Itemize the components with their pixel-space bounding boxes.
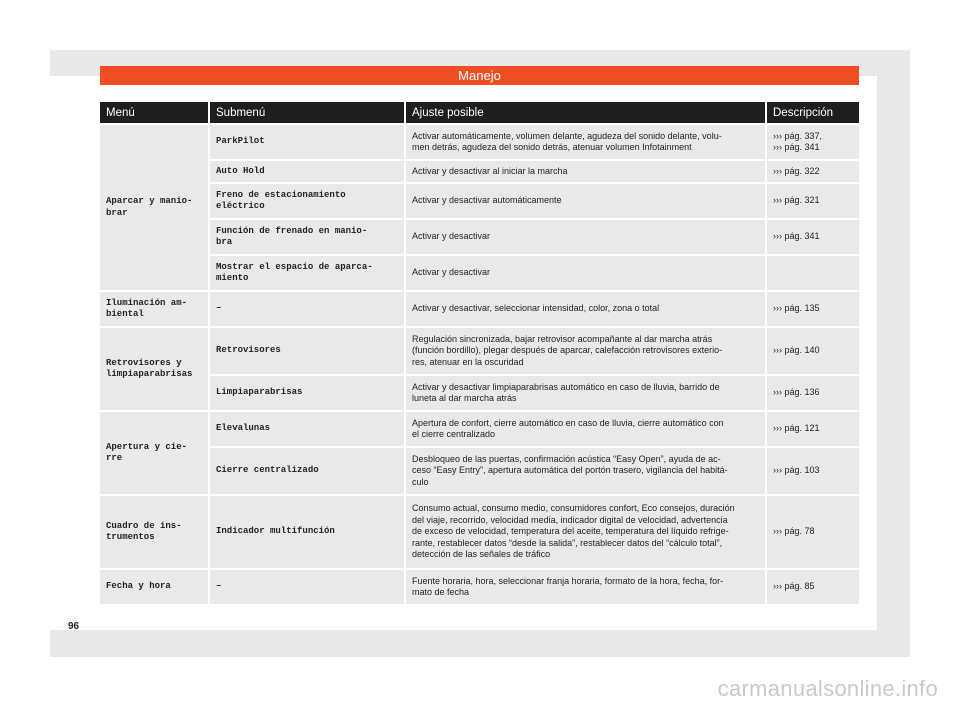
menu-cell: Fecha y hora (100, 568, 210, 604)
submenu-cell: Elevalunas (210, 410, 406, 446)
menu-cell: Iluminación am- biental (100, 290, 210, 326)
reference-cell: ››› pág. 341 (767, 218, 859, 254)
reference-cell (767, 254, 859, 290)
header-setting: Ajuste posible (406, 102, 767, 123)
table-row (100, 326, 859, 374)
setting-cell: Desbloqueo de las puertas, confirmación acústica “Easy Open”, ayuda de ac- ceso “Easy Entry”, apertura automática del portón trasero, vigilancia del habitá- culo (406, 446, 767, 494)
reference-cell: ››› pág. 121 (767, 410, 859, 446)
header-menu: Menú (100, 102, 210, 123)
setting-cell: Activar y desactivar, seleccionar intensidad, color, zona o total (406, 290, 767, 326)
setting-cell: Activar y desactivar (406, 254, 767, 290)
submenu-cell: Freno de estacionamiento eléctrico (210, 182, 406, 218)
page-number: 96 (68, 621, 80, 632)
setting-cell: Activar y desactivar al iniciar la marcha (406, 159, 767, 182)
header-description: Descripción (767, 102, 859, 123)
submenu-cell: – (210, 290, 406, 326)
submenu-cell: ParkPilot (210, 123, 406, 159)
reference-cell: ››› pág. 136 (767, 374, 859, 410)
submenu-cell: Función de frenado en manio- bra (210, 218, 406, 254)
table-row (100, 254, 859, 290)
menu-cell: Retrovisores y limpiaparabrisas (100, 326, 210, 410)
table-row (100, 410, 859, 446)
submenu-cell: Indicador multifunción (210, 494, 406, 568)
reference-cell: ››› pág. 322 (767, 159, 859, 182)
header-submenu: Submenú (210, 102, 406, 123)
submenu-cell: – (210, 568, 406, 604)
watermark: carmanualsonline.info (717, 676, 938, 701)
reference-cell: ››› pág. 103 (767, 446, 859, 494)
reference-cell: ››› pág. 85 (767, 568, 859, 604)
setting-cell: Regulación sincronizada, bajar retrovisor acompañante al dar marcha atrás (función bordillo), plegar después de aparcar, calefacción retrovisores exterio- res, atenuar en la oscuridad (406, 326, 767, 374)
setting-cell: Activar automáticamente, volumen delante, agudeza del sonido delante, volu- men detrás, agudeza del sonido detrás, atenuar volumen Infotainment (406, 123, 767, 159)
submenu-cell: Cierre centralizado (210, 446, 406, 494)
table-header-row (100, 102, 859, 123)
table-row (100, 159, 859, 182)
setting-cell: Activar y desactivar automáticamente (406, 182, 767, 218)
menu-cell: Apertura y cie- rre (100, 410, 210, 494)
setting-cell: Activar y desactivar (406, 218, 767, 254)
menu-cell: Cuadro de ins- trumentos (100, 494, 210, 568)
reference-cell: ››› pág. 321 (767, 182, 859, 218)
table-row (100, 290, 859, 326)
setting-cell: Fuente horaria, hora, seleccionar franja horaria, formato de la hora, fecha, for- mato de fecha (406, 568, 767, 604)
table-row (100, 218, 859, 254)
submenu-cell: Retrovisores (210, 326, 406, 374)
submenu-cell: Auto Hold (210, 159, 406, 182)
table-row (100, 446, 859, 494)
submenu-cell: Limpiaparabrisas (210, 374, 406, 410)
table-body (100, 123, 859, 604)
setting-cell: Activar y desactivar limpiaparabrisas automático en caso de lluvia, barrido de luneta al dar marcha atrás (406, 374, 767, 410)
table-row (100, 374, 859, 410)
submenu-cell: Mostrar el espacio de aparca- miento (210, 254, 406, 290)
reference-cell: ››› pág. 140 (767, 326, 859, 374)
reference-cell: ››› pág. 337, ››› pág. 341 (767, 123, 859, 159)
menu-cell: Aparcar y manio- brar (100, 123, 210, 290)
setting-cell: Apertura de confort, cierre automático en caso de lluvia, cierre automático con el cierre centralizado (406, 410, 767, 446)
table-row (100, 123, 859, 159)
table-row (100, 494, 859, 568)
table-row (100, 568, 859, 604)
reference-cell: ››› pág. 78 (767, 494, 859, 568)
settings-table (100, 102, 859, 604)
section-banner: Manejo (100, 66, 859, 85)
reference-cell: ››› pág. 135 (767, 290, 859, 326)
setting-cell: Consumo actual, consumo medio, consumidores confort, Eco consejos, duración del viaje, recorrido, velocidad media, indicador digital de velocidad, advertencia de exceso de velocidad, temperatura del aceite, temperatura del líquido refrige- rante, restablecer datos “desde la salida”, restablecer datos del “cálculo total”, detección de las señales de tráfico (406, 494, 767, 568)
table-row (100, 182, 859, 218)
